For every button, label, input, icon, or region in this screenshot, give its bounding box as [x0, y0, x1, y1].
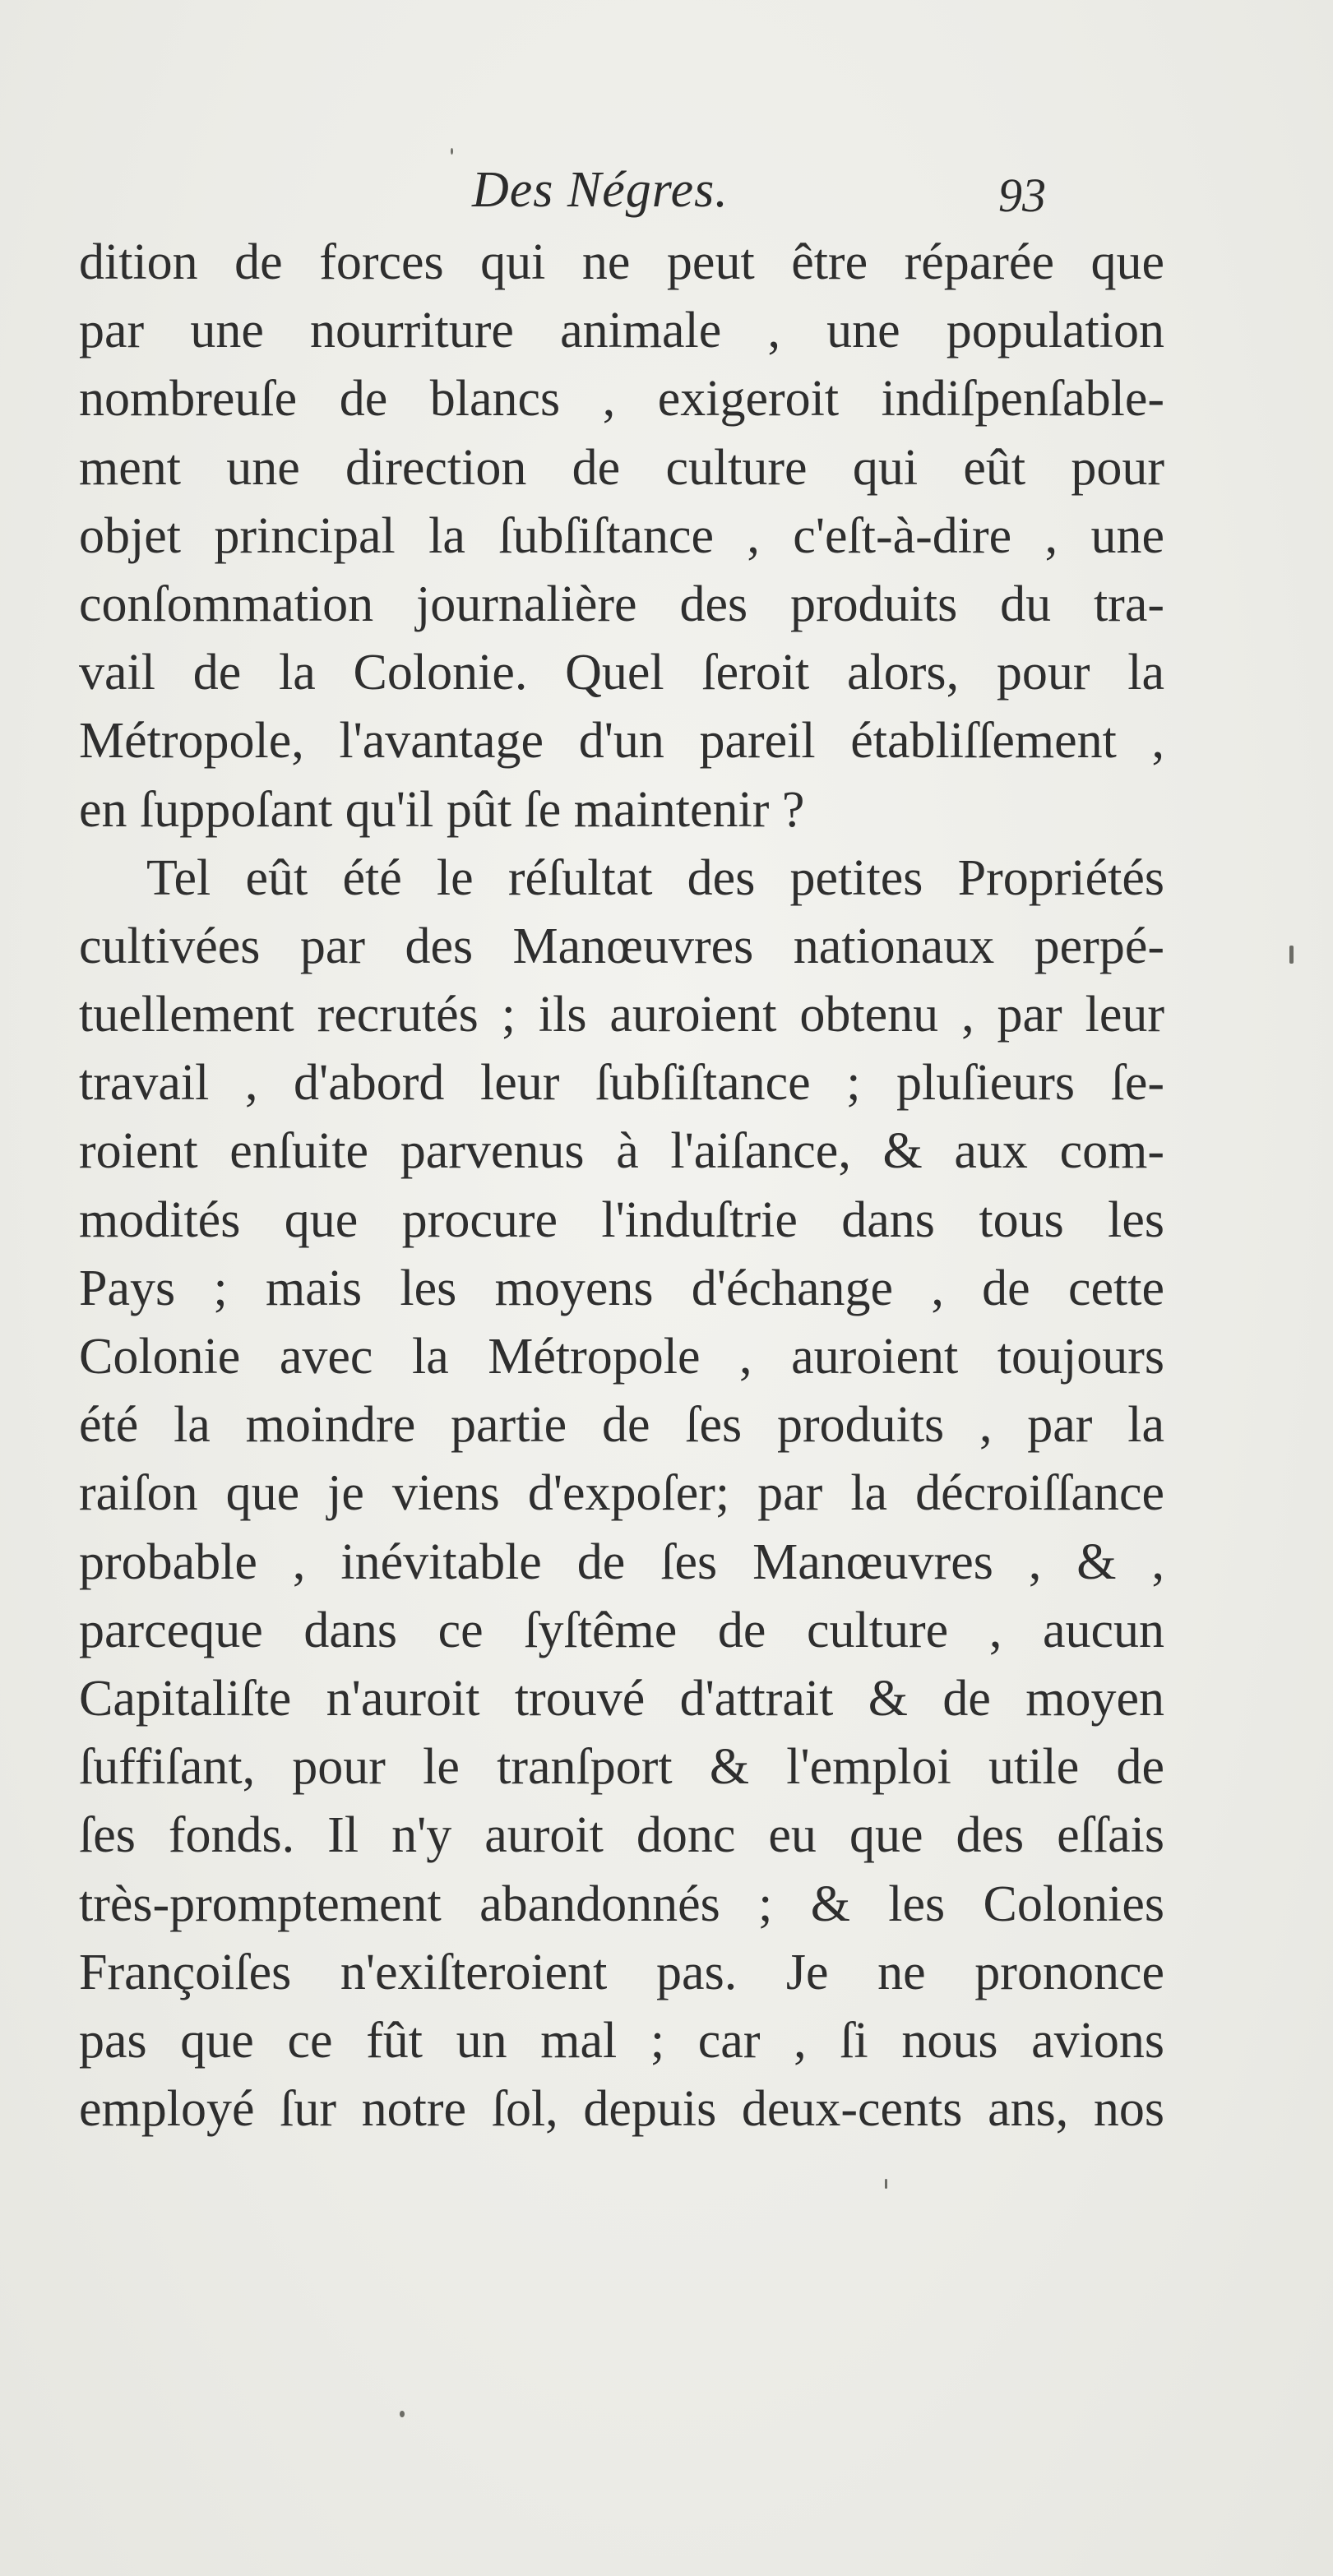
text-line: nombreuſe de blancs , exigeroit indiſpenſable- — [79, 371, 1164, 428]
text-line: parceque dans ce ſyſtême de culture , aucun — [79, 1602, 1164, 1658]
text-line: été la moindre partie de ſes produits , par la — [79, 1397, 1164, 1454]
text-line: Métropole, l'avantage d'un pareil établiſſement , — [79, 713, 1164, 770]
text-line: cultivées par des Manœuvres nationaux perpé- — [79, 918, 1164, 974]
text-line: ſes fonds. Il n'y auroit donc eu que des eſſais — [79, 1807, 1164, 1864]
text-line: modités que procure l'induſtrie dans tous les — [79, 1191, 1164, 1248]
text-line: objet principal la ſubſiſtance , c'eſt-à-dire , une — [79, 507, 1164, 564]
text-line: Françoiſes n'exiſteroient pas. Je ne prononce — [79, 1944, 1164, 2000]
text-line: Colonie avec la Métropole , auroient toujours — [79, 1329, 1164, 1385]
text-line: Pays ; mais les moyens d'échange , de cette — [79, 1260, 1164, 1316]
paper-speck — [451, 148, 453, 155]
text-line: raiſon que je viens d'expoſer; par la décroiſſance — [79, 1465, 1164, 1522]
paper-speck — [400, 2411, 405, 2417]
text-line: par une nourriture animale , une population — [79, 303, 1164, 359]
running-title: Des Négres. — [472, 162, 729, 218]
text-line: vail de la Colonie. Quel ſeroit alors, pour la — [79, 645, 1164, 701]
text-line: employé ſur notre ſol, depuis deux-cents ans, nos — [79, 2081, 1164, 2138]
text-line: conſommation journalière des produits du tra- — [79, 576, 1164, 632]
text-line: tuellement recrutés ; ils auroient obtenu , par leur — [79, 987, 1164, 1043]
text-line: ment une direction de culture qui eût pour — [79, 439, 1164, 496]
paper-speck — [885, 2179, 887, 2189]
text-line: probable , inévitable de ſes Manœuvres , & , — [79, 1533, 1164, 1590]
page-number: 93 — [998, 169, 1046, 222]
paper-speck — [1289, 946, 1294, 964]
text-line: roient enſuite parvenus à l'aiſance, & aux com- — [79, 1123, 1164, 1180]
text-line: travail , d'abord leur ſubſiſtance ; pluſieurs ſe- — [79, 1055, 1164, 1112]
text-line: très-promptement abandonnés ; & les Colonies — [79, 1875, 1164, 1932]
body-text — [79, 229, 1164, 2144]
text-line: Tel eût été le réſultat des petites Propriétés — [146, 849, 1164, 906]
text-line: Capitaliſte n'auroit trouvé d'attrait & de moyen — [79, 1670, 1164, 1727]
text-line: ſuffiſant, pour le tranſport & l'emploi utile de — [79, 1739, 1164, 1796]
text-line: en ſuppoſant qu'il pût ſe maintenir ? — [79, 781, 805, 838]
text-line: pas que ce fût un mal ; car , ſi nous avions — [79, 2012, 1164, 2069]
page-header — [79, 161, 1164, 227]
text-line: dition de forces qui ne peut être réparée que — [79, 234, 1164, 290]
